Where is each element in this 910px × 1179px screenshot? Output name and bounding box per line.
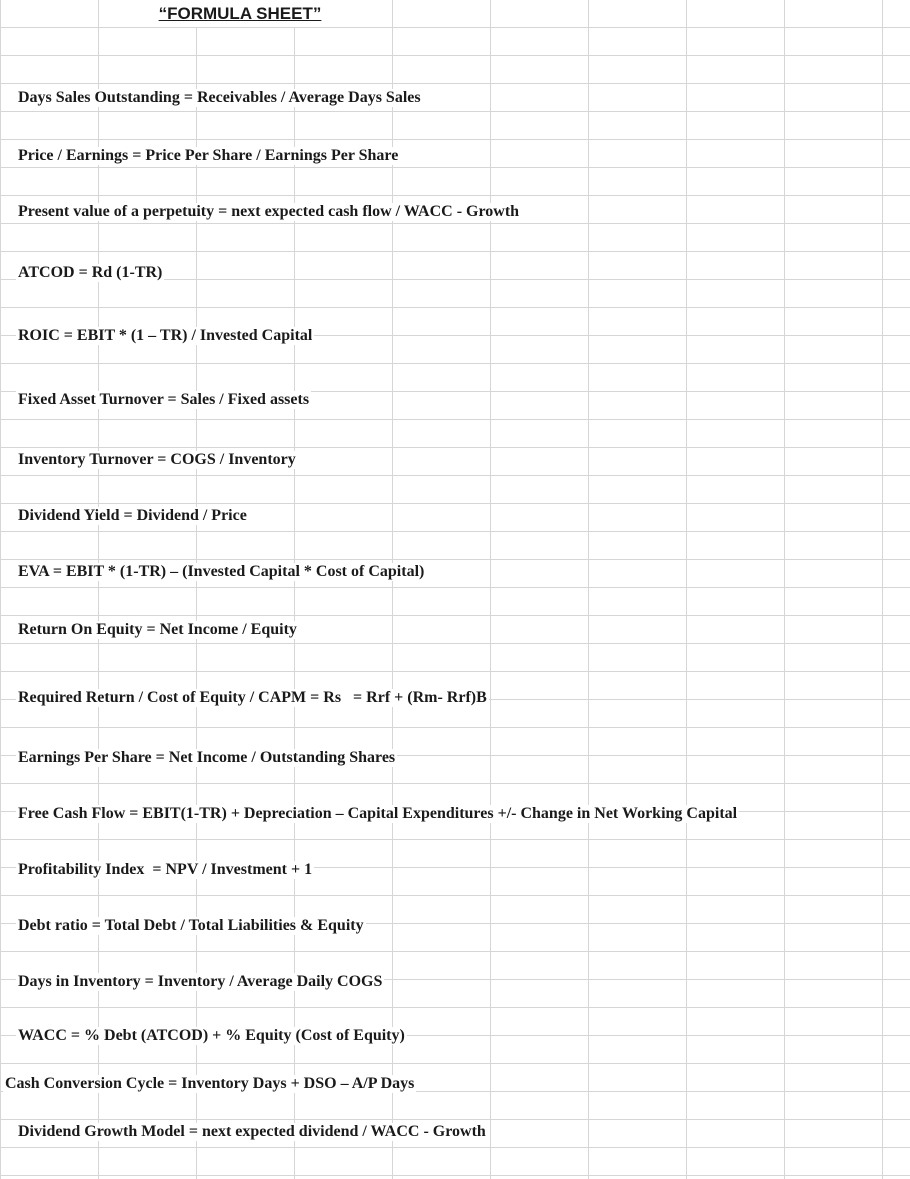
formula-row[interactable] (16, 1023, 407, 1049)
formula-text: Present value of a perpetuity = next expected cash flow / WACC - Growth (18, 203, 520, 220)
formula-text: Dividend Yield = Dividend / Price (18, 507, 247, 524)
formula-text: Profitability Index = NPV / Investment + 1 (18, 861, 313, 878)
formula-row[interactable] (16, 801, 739, 827)
formula-row[interactable] (16, 617, 299, 643)
formula-text: Days Sales Outstanding = Receivables / Average Days Sales (18, 89, 421, 106)
formula-text: Cash Conversion Cycle = Inventory Days + DSO – A/P Days (5, 1075, 415, 1092)
formula-text: Fixed Asset Turnover = Sales / Fixed assets (18, 391, 310, 408)
formula-text: ROIC = EBIT * (1 – TR) / Invested Capital (18, 327, 313, 344)
formula-text: EVA = EBIT * (1-TR) – (Invested Capital * Cost of Capital) (18, 563, 425, 580)
formula-row[interactable] (16, 323, 314, 349)
formula-row[interactable] (16, 857, 314, 883)
formula-row[interactable] (16, 503, 249, 529)
formula-text: Days in Inventory = Inventory / Average Daily COGS (18, 973, 383, 990)
formula-row[interactable] (16, 913, 366, 939)
formula-text: Inventory Turnover = COGS / Inventory (18, 451, 296, 468)
formula-text: ATCOD = Rd (1-TR) (18, 264, 163, 281)
formula-row[interactable] (16, 85, 423, 111)
formula-row[interactable] (16, 559, 426, 585)
formula-text: Price / Earnings = Price Per Share / Earnings Per Share (18, 147, 399, 164)
formula-row[interactable] (16, 387, 311, 413)
formula-text: Return On Equity = Net Income / Equity (18, 621, 297, 638)
sheet-title: “FORMULA SHEET” (120, 0, 360, 27)
formula-text: Debt ratio = Total Debt / Total Liabilities & Equity (18, 917, 364, 934)
formula-row[interactable] (16, 143, 400, 169)
formula-text: Earnings Per Share = Net Income / Outstanding Shares (18, 749, 396, 766)
formula-row[interactable] (16, 745, 397, 771)
formula-row[interactable] (16, 685, 489, 711)
formula-text: WACC = % Debt (ATCOD) + % Equity (Cost of Equity) (18, 1027, 405, 1044)
formula-row[interactable] (3, 1071, 416, 1097)
formula-row[interactable] (16, 260, 164, 286)
formula-row[interactable] (16, 969, 384, 995)
formula-text: Dividend Growth Model = next expected dividend / WACC - Growth (18, 1123, 486, 1140)
formula-row[interactable] (16, 447, 298, 473)
formula-row[interactable] (16, 199, 521, 225)
formula-row[interactable] (16, 1119, 488, 1145)
formula-text: Free Cash Flow = EBIT(1-TR) + Depreciation – Capital Expenditures +/- Change in Net Working Capital (18, 805, 738, 822)
formula-text: Required Return / Cost of Equity / CAPM = Rs = Rrf + (Rm- Rrf)B (18, 689, 487, 706)
